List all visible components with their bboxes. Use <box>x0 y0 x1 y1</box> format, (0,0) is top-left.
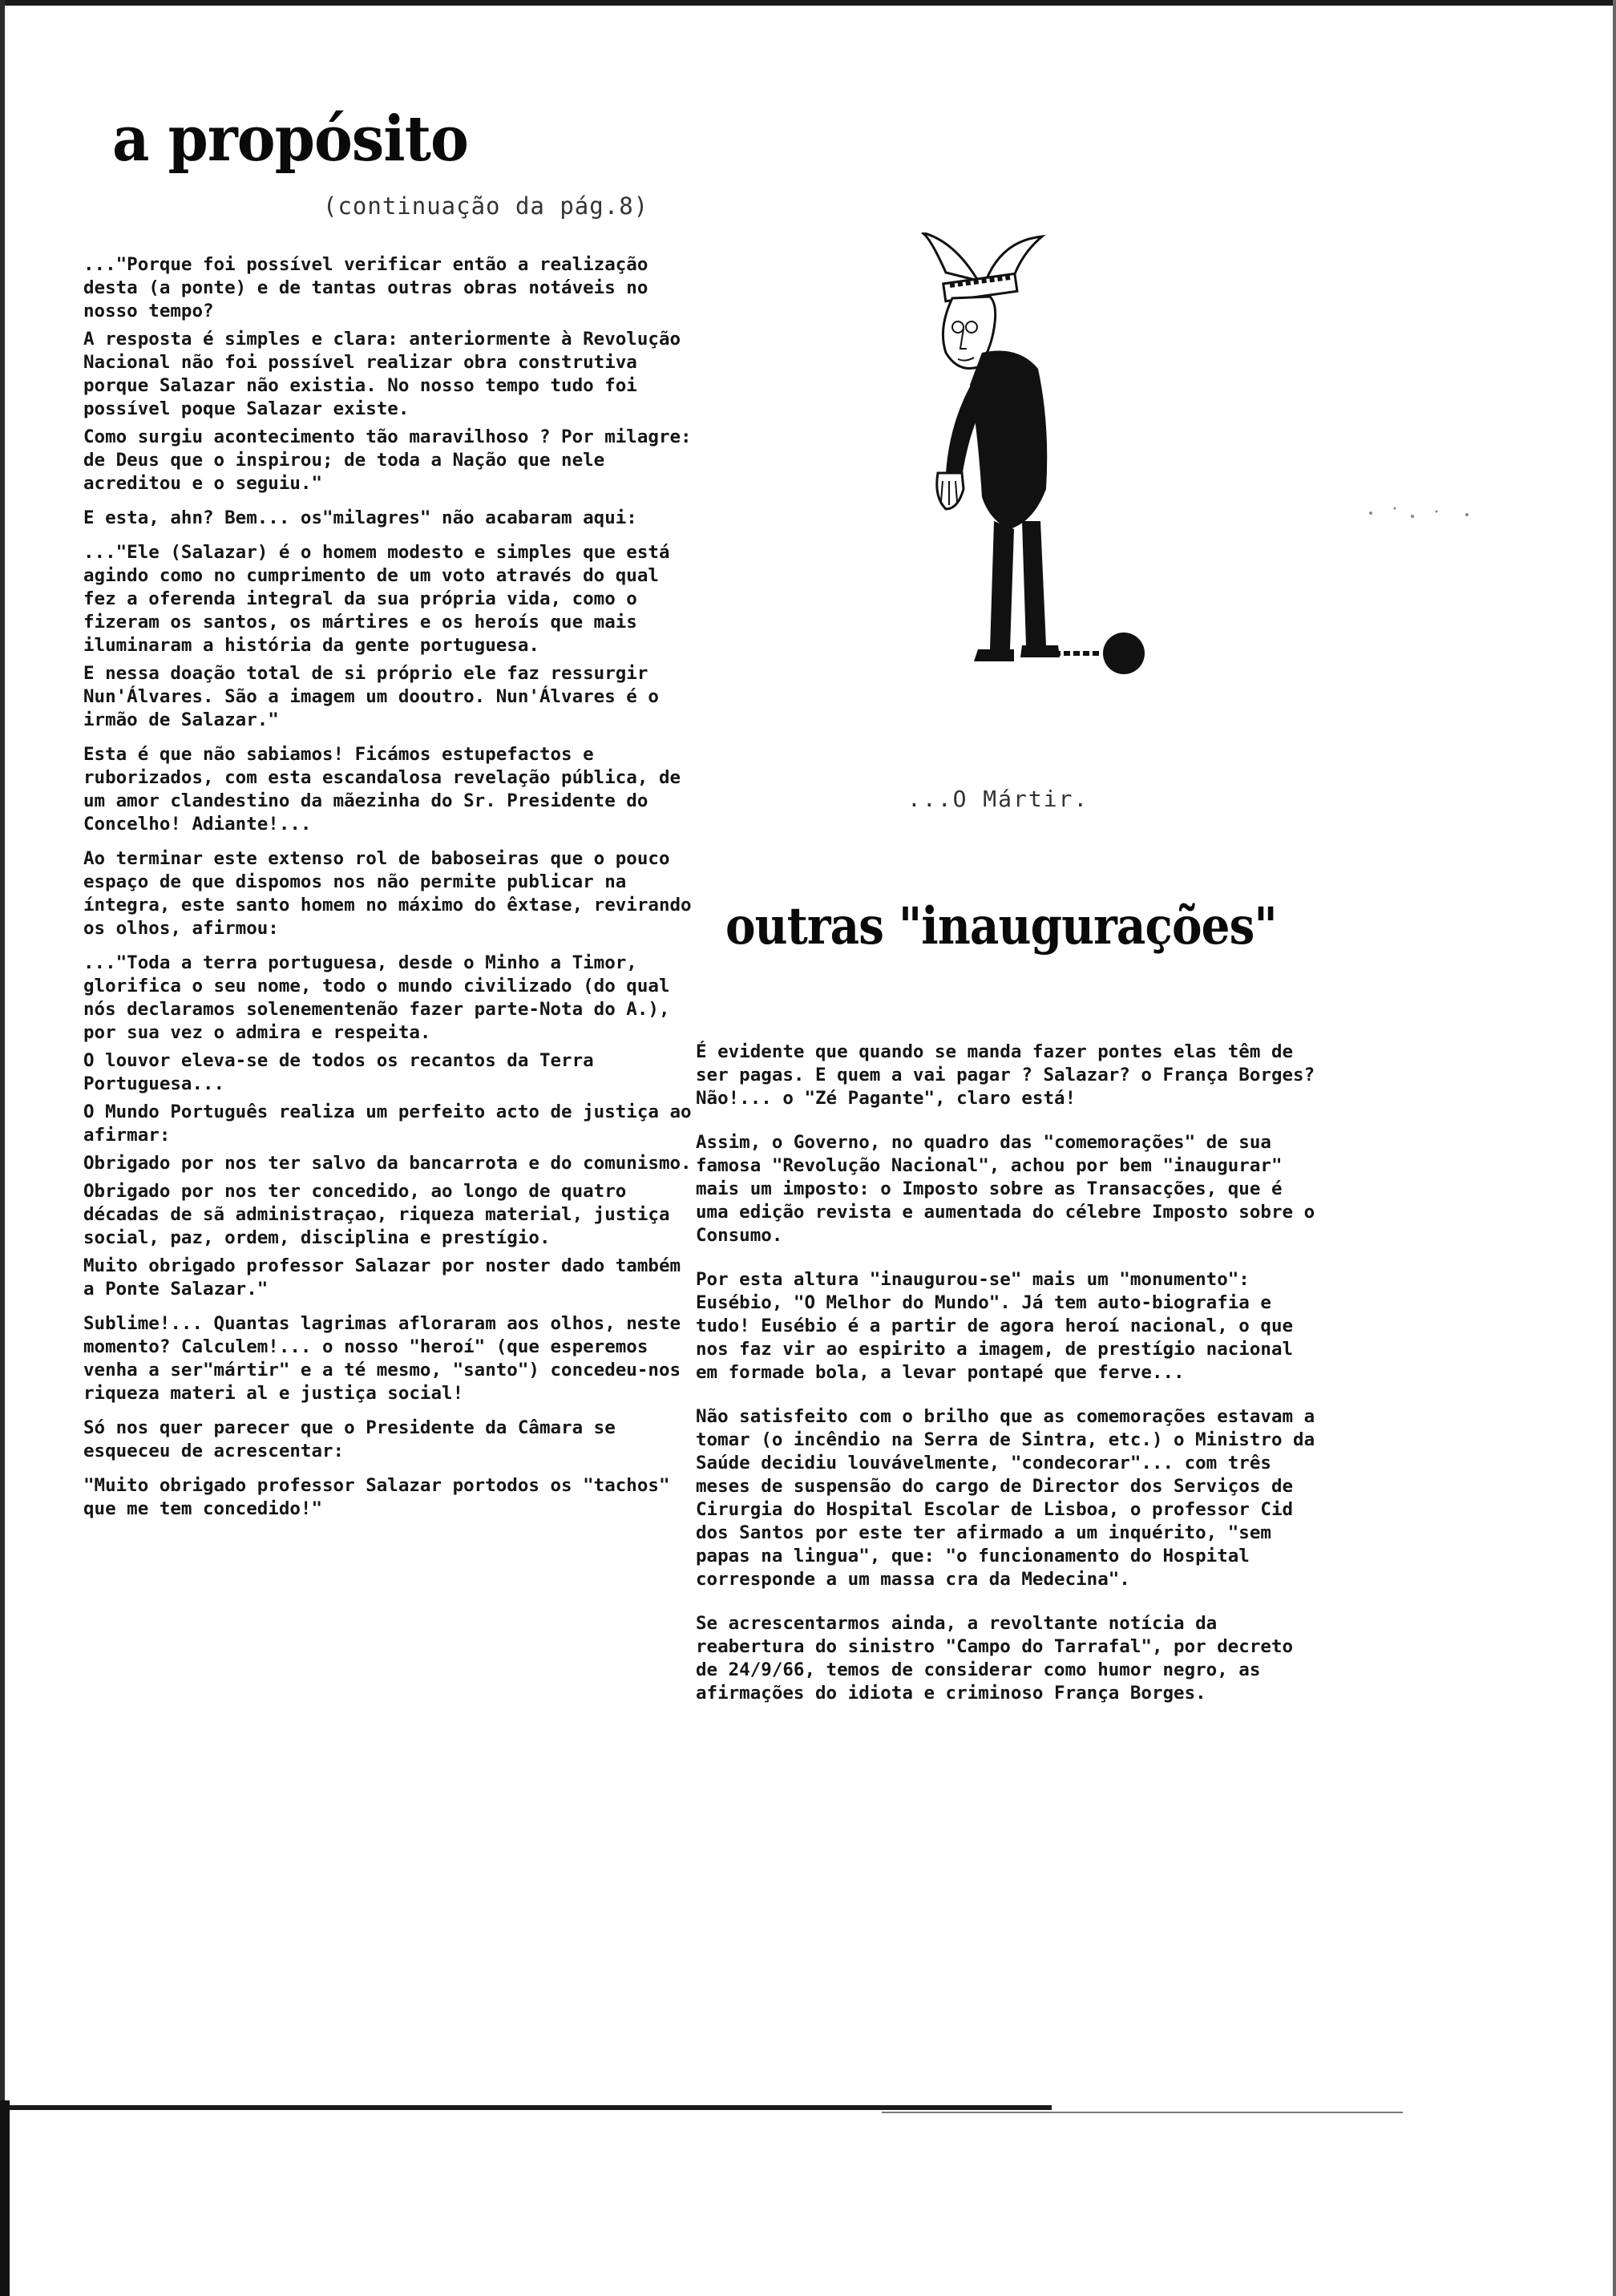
left-paragraph: Ao terminar este extenso rol de baboseiras que o pouco espaço de que dispomos nos não permite publicar na íntegra, este santo homem no máximo do êxtase, revirando os olhos, afirmou: <box>83 848 692 939</box>
right-paragraph: Não satisfeito com o brilho que as comemorações estavam a tomar (o incêndio na Serra de Sintra, etc.) o Ministro da Saúde decidiu louvávelmente, "condecorar"... com três meses de suspensão do cargo de Director dos Serviços de Cirurgia do Hospital Escolar de Lisboa, o professor Cid dos Santos por este ter afirmado a um inquérito, "sem papas na lingua", que: "o funcionamento do Hospital corresponde a um massa cra da Medecina". <box>696 1406 1315 1590</box>
print-specks <box>1363 497 1491 529</box>
right-article-body <box>696 1041 1321 1716</box>
bottom-rule-faint <box>882 2112 1403 2113</box>
right-article-headline: outras "inaugurações" <box>725 896 1277 956</box>
left-paragraph: ..."Ele (Salazar) é o homem modesto e simples que está agindo como no cumprimento de um voto através do qual fez a oferenda integral da sua própria vida, como o fizeram os santos, os mártires e os heroís que mais iluminaram a história da gente portuguesa. <box>83 542 670 656</box>
page-border-top <box>0 0 1616 6</box>
left-paragraph: Obrigado por nos ter salvo da bancarrota e do comunismo. <box>83 1153 692 1174</box>
cartoon-caption: ...O Mártir. <box>907 786 1089 812</box>
right-paragraph: Assim, o Governo, no quadro das "comemorações" de sua famosa "Revolução Nacional", achou por bem "inaugurar" mais um imposto: o Imposto sobre as Transacções, que é uma edição revista e aumentada do célebre Imposto sobre o Consumo. <box>696 1132 1315 1246</box>
left-article-headline: a propósito <box>112 103 468 176</box>
left-paragraph: Muito obrigado professor Salazar por noster dado também a Ponte Salazar." <box>83 1255 681 1300</box>
right-paragraph: Se acrescentarmos ainda, a revoltante notícia da reabertura do sinistro "Campo do Tarrafal", por decreto de 24/9/66, temos de considerar como humor negro, as afirmações do idiota e criminoso França Borges. <box>696 1613 1294 1704</box>
left-paragraph: Sublime!... Quantas lagrimas afloraram aos olhos, neste momento? Calculem!... o nosso "heroí" (que esperemos venha a ser"mártir" e a té mesmo, "santo") concedeu-nos riqueza materi al e justiça social! <box>83 1313 681 1404</box>
left-paragraph: O Mundo Português realiza um perfeito acto de justiça ao afirmar: <box>83 1102 692 1146</box>
left-paragraph: E esta, ahn? Bem... os"milagres" não acabaram aqui: <box>83 507 637 528</box>
right-paragraph: É evidente que quando se manda fazer pontes elas têm de ser pagas. E quem a vai pagar ? Salazar? o França Borges? Não!... o "Zé Pagante", claro está! <box>696 1041 1315 1109</box>
right-paragraph: Por esta altura "inaugurou-se" mais um "monumento": Eusébio, "O Melhor do Mundo". Já tem auto-biografia e tudo! Eusébio é a partir de agora heroí nacional, o que nos faz vir ao espirito a imagem, de prestígio nacional em formade bola, a levar pontapé que ferve... <box>696 1269 1294 1383</box>
left-article-body <box>83 253 693 1532</box>
page-border-left <box>0 0 5 2296</box>
left-paragraph: ..."Porque foi possível verificar então a realização desta (a ponte) e de tantas outras obras notáveis no nosso tempo? <box>83 254 648 321</box>
left-paragraph: "Muito obrigado professor Salazar portodos os "tachos" que me tem concedido!" <box>83 1475 670 1519</box>
bottom-rule <box>10 2105 1052 2110</box>
left-paragraph: Como surgiu acontecimento tão maravilhoso ? Por milagre: de Deus que o inspirou; de toda a Nação que nele acreditou e o seguiu." <box>83 426 692 494</box>
page-border-left-lower <box>0 2100 10 2296</box>
left-paragraph: ..."Toda a terra portuguesa, desde o Minho a Timor, glorifica o seu nome, todo o mundo civilizado (do qual nós declaramos solenementenão fazer parte-Nota do A.), por sua vez o admira e respeita. <box>83 952 670 1043</box>
page-border-right <box>1613 0 1616 2296</box>
continuation-note: (continuação da pág.8) <box>323 192 649 220</box>
martyr-figure-icon <box>914 232 1186 713</box>
left-paragraph: O louvor eleva-se de todos os recantos da Terra Portuguesa... <box>83 1050 594 1094</box>
left-paragraph: Obrigado por nos ter concedido, ao longo de quatro décadas de sã administraçao, riqueza material, justiça social, paz, ordem, disciplina e prestígio. <box>83 1181 670 1248</box>
left-paragraph: Só nos quer parecer que o Presidente da Câmara se esqueceu de acrescentar: <box>83 1417 616 1461</box>
left-paragraph: E nessa doação total de si próprio ele faz ressurgir Nun'Álvares. São a imagem um dooutro. Nun'Álvares é o irmão de Salazar." <box>83 663 659 730</box>
left-paragraph: A resposta é simples e clara: anteriormente à Revolução Nacional não foi possível realizar obra construtiva porque Salazar não existia. No nosso tempo tudo foi possível poque Salazar existe. <box>83 329 681 419</box>
left-paragraph: Esta é que não sabiamos! Ficámos estupefactos e ruborizados, com esta escandalosa revelação pública, de um amor clandestino da mãezinha do Sr. Presidente do Concelho! Adiante!... <box>83 744 681 835</box>
